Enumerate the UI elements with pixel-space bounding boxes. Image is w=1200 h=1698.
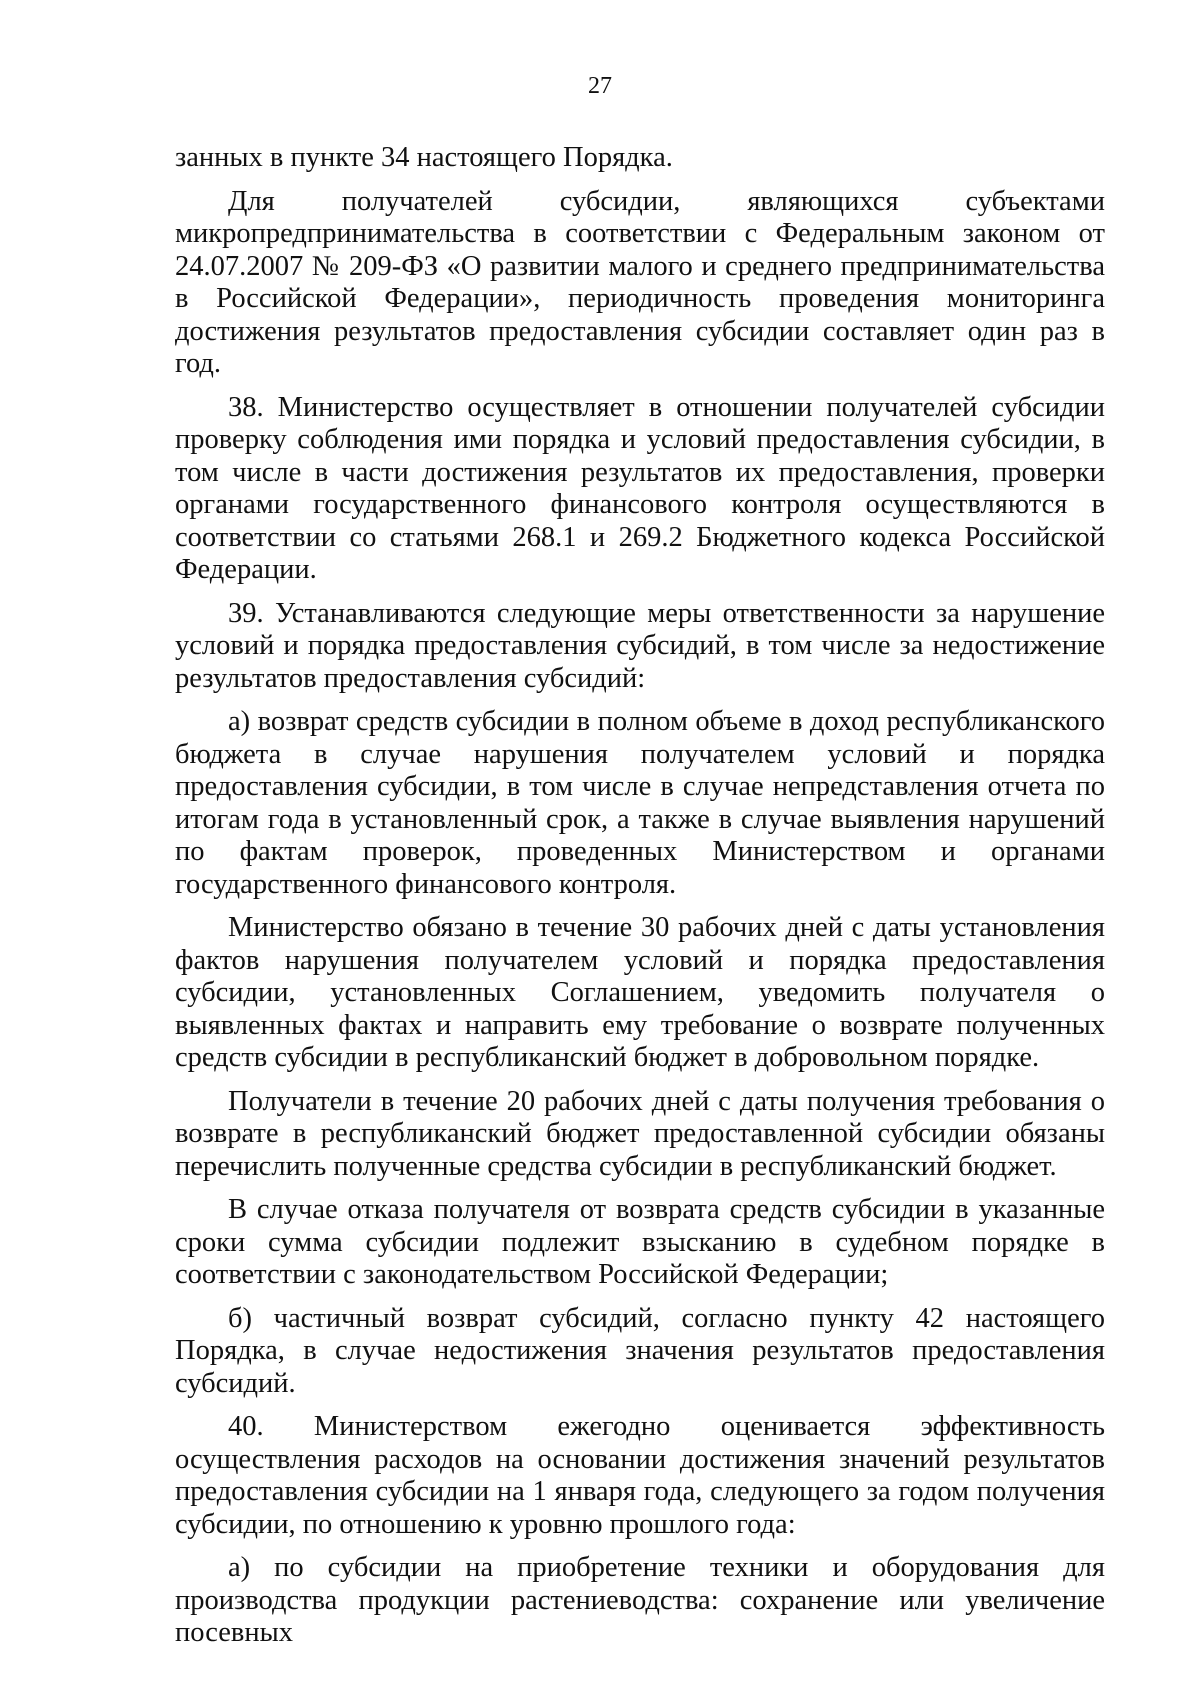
paragraph-38: 38. Министерство осуществляет в отношении получателей субсидии проверку соблюдения ими порядка и условий предоставления субсидии, в том числе в части достижения результатов их предоставления, проверки органами государственного финансового контроля осуществляются в соответствии со статьями 268.1 и 269.2 Бюджетного кодекса Российской Федерации. xyxy=(175,391,1105,585)
paragraph-40: 40. Министерством ежегодно оценивается эффективность осуществления расходов на основании достижения значений результатов предоставления субсидии на 1 января года, следующего за годом получения субсидии, по отношению к уровню прошлого года: xyxy=(175,1411,1105,1540)
paragraph-39: 39. Устанавливаются следующие меры ответственности за нарушение условий и порядка предоставления субсидий, в том числе за недостижение результатов предоставления субсидий: xyxy=(175,597,1105,694)
paragraph-micro-entrepreneurs: Для получателей субсидии, являющихся субъектами микропредпринимательства в соответствии с Федеральным законом от 24.07.2007 № 209-ФЗ «О развитии малого и среднего предпринимательства в Российской Федерации», периодичность проведения мониторинга достижения результатов предоставления субсидии составляет один раз в год. xyxy=(175,185,1105,379)
paragraph-39-b: б) частичный возврат субсидий, согласно пункту 42 настоящего Порядка, в случае недостижения значения результатов предоставления субсидий. xyxy=(175,1302,1105,1399)
document-body xyxy=(175,142,1105,1661)
paragraph-ministry-obligation: Министерство обязано в течение 30 рабочих дней с даты установления фактов нарушения получателем условий и порядка предоставления субсидии, установленных Соглашением, уведомить получателя о выявленных фактах и направить ему требование о возврате полученных средств субсидии в республиканский бюджет в добровольном порядке. xyxy=(175,912,1105,1073)
paragraph-39-a: а) возврат средств субсидии в полном объеме в доход республиканского бюджета в случае нарушения получателем условий и порядка предоставления субсидии, в том числе в случае непредставления отчета по итогам года в установленный срок, а также в случае выявления нарушений по фактам проверок, проведенных Министерством и органами государственного финансового контроля. xyxy=(175,706,1105,900)
page-number: 27 xyxy=(588,73,612,99)
paragraph-continuation: занных в пункте 34 настоящего Порядка. xyxy=(175,142,673,173)
paragraph-recipients-return: Получатели в течение 20 рабочих дней с даты получения требования о возврате в республиканский бюджет предоставленной субсидии обязаны перечислить полученные средства субсидии в республиканский бюджет. xyxy=(175,1085,1105,1182)
paragraph-40-a: а) по субсидии на приобретение техники и оборудования для производства продукции растениеводства: сохранение или увеличение посевных xyxy=(175,1552,1105,1648)
paragraph-refusal: В случае отказа получателя от возврата средств субсидии в указанные сроки сумма субсидии подлежит взысканию в судебном порядке в соответствии с законодательством Российской Федерации; xyxy=(175,1194,1105,1290)
